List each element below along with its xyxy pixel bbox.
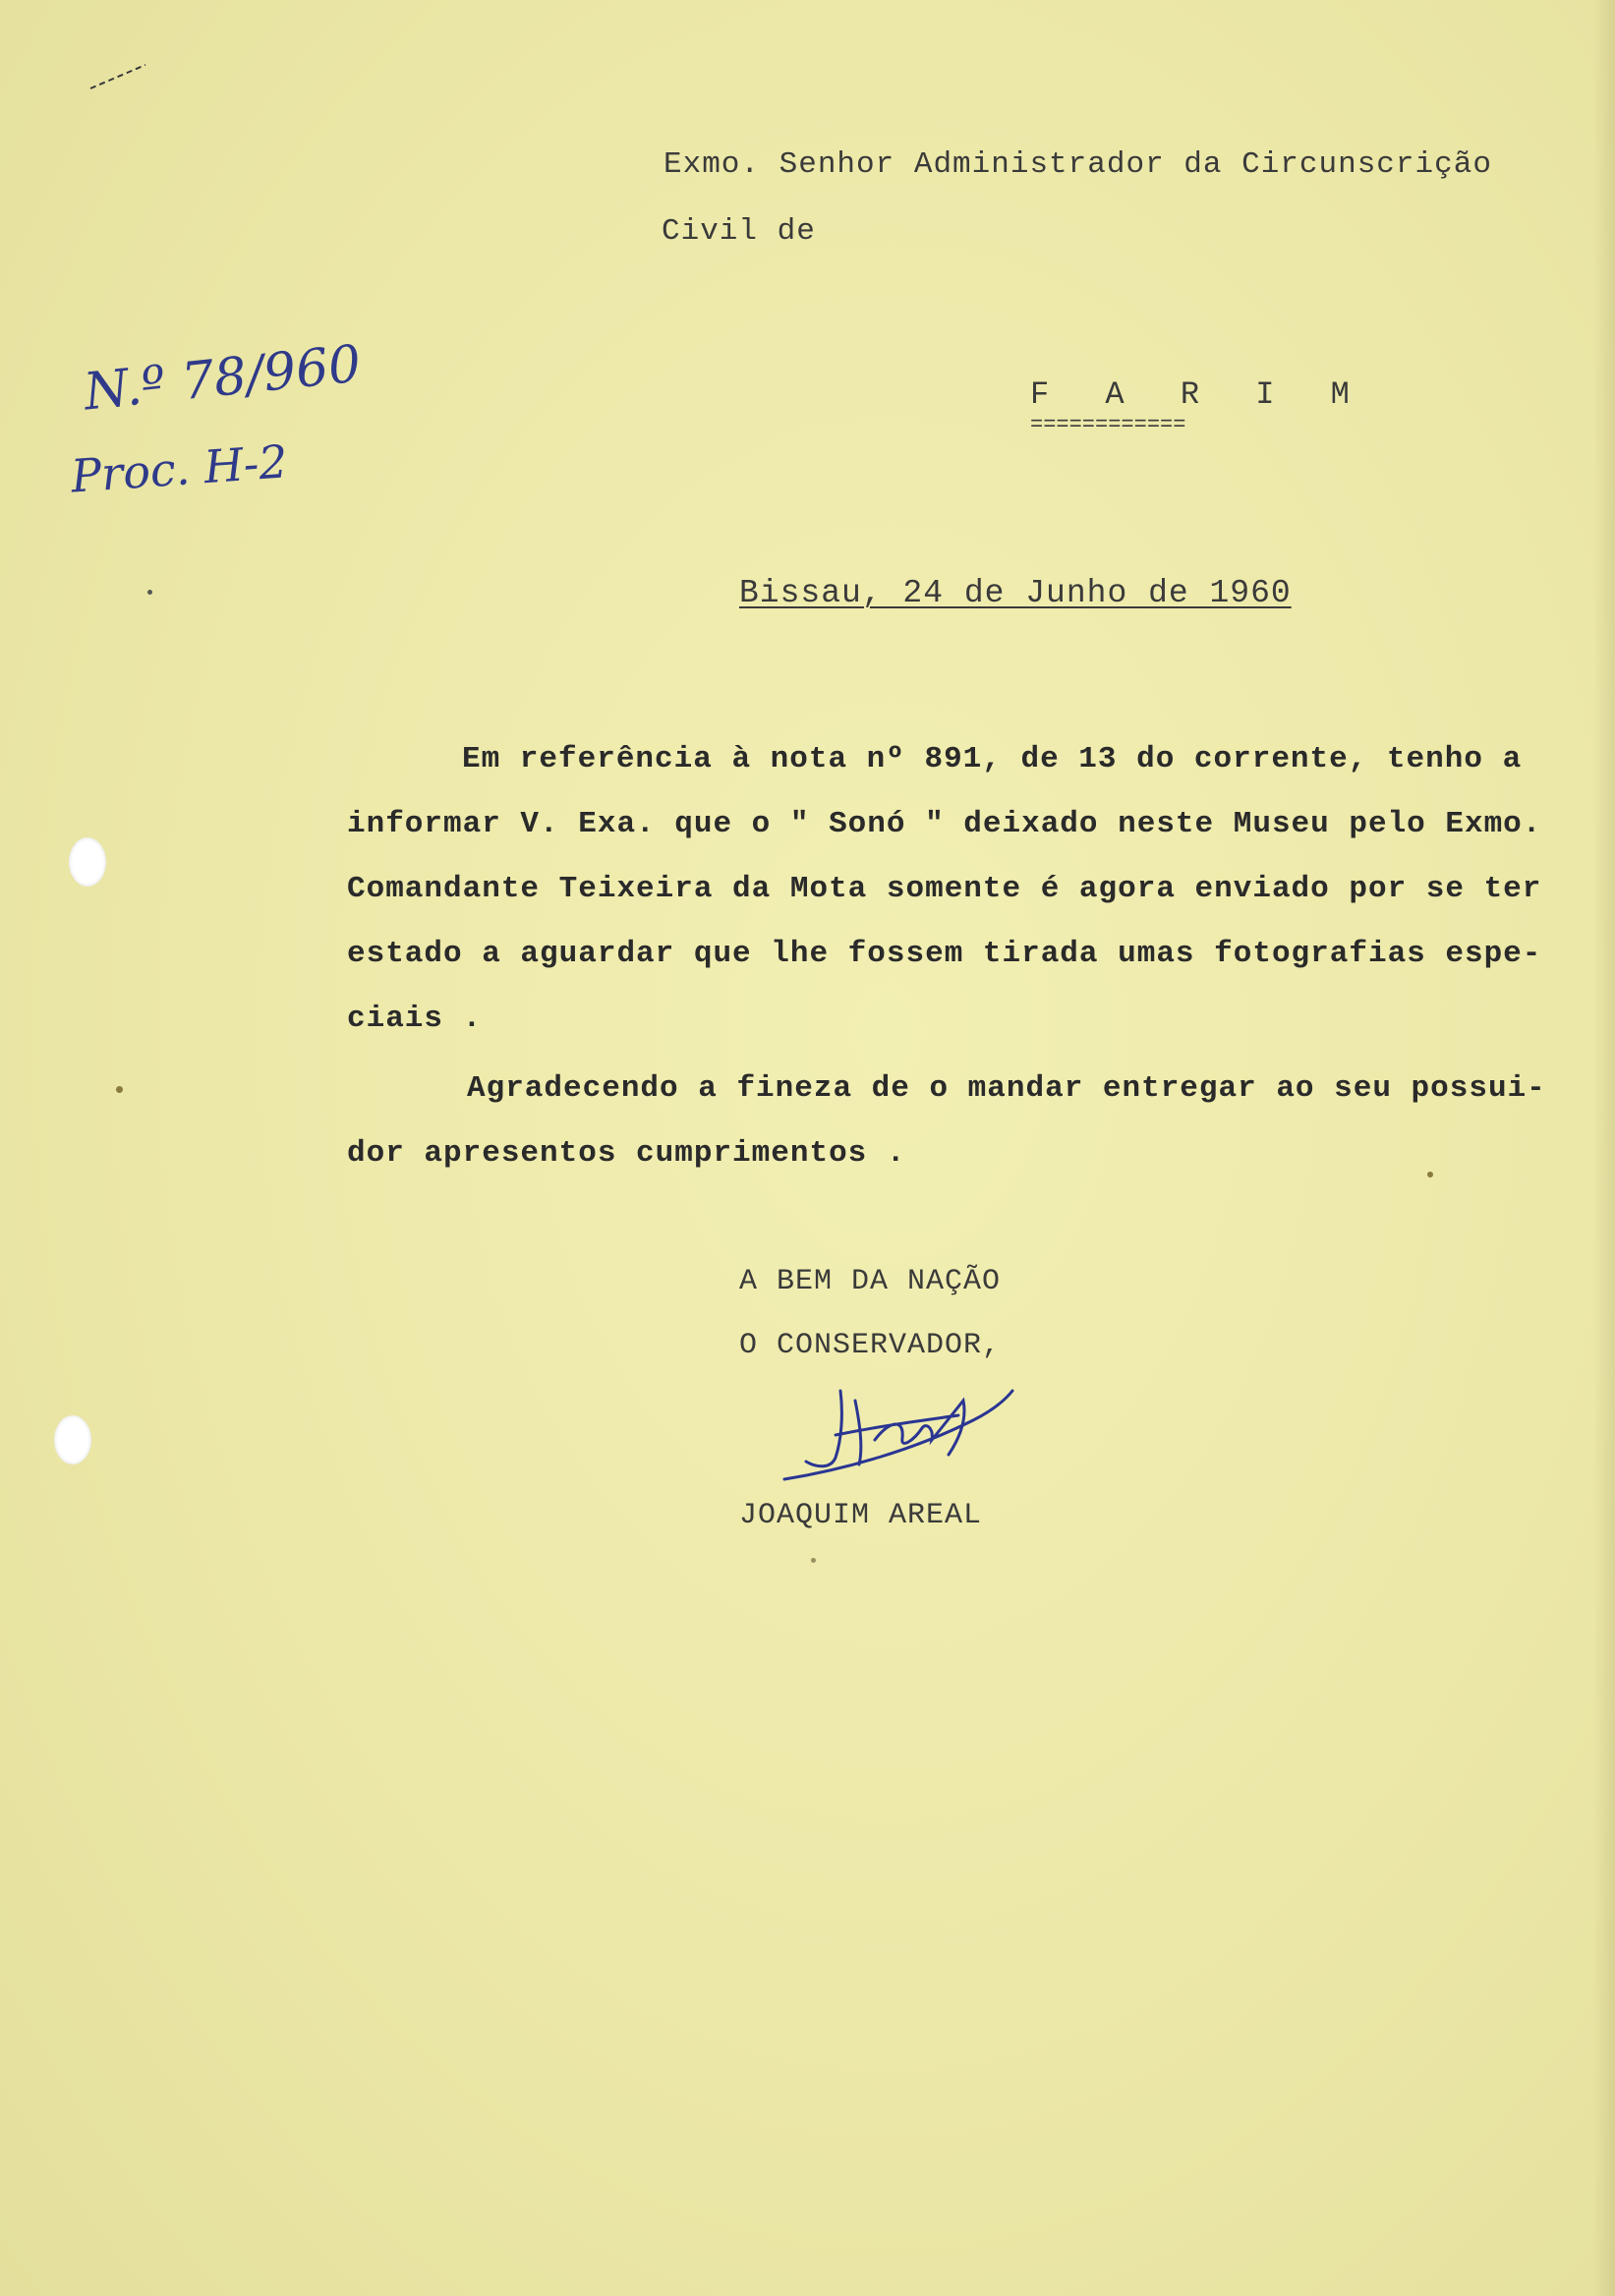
paper-speck	[811, 1558, 816, 1563]
pencil-mark	[87, 57, 155, 96]
body-line-7: dor apresentos cumprimentos .	[347, 1136, 906, 1171]
closing-salutation: A BEM DA NAÇÃO	[739, 1265, 1002, 1298]
destination-rule: ============	[1030, 413, 1186, 437]
date-line: Bissau, 24 de Junho de 1960	[739, 575, 1292, 611]
destination-place: F A R I M	[1030, 376, 1368, 413]
signature	[777, 1371, 1022, 1489]
paper-speck	[147, 590, 152, 595]
punch-hole-bottom	[54, 1415, 91, 1464]
addressee-line-2: Civil de	[662, 214, 816, 249]
body-line-5: ciais .	[347, 1002, 483, 1036]
body-line-3: Comandante Teixeira da Mota somente é agora enviado por se ter	[347, 872, 1542, 906]
body-line-4: estado a aguardar que lhe fossem tirada umas fotografias espe-	[347, 937, 1542, 971]
body-line-6: Agradecendo a fineza de o mandar entregar ao seu possui-	[467, 1071, 1546, 1106]
body-line-1: Em referência à nota nº 891, de 13 do corrente, tenho a	[462, 742, 1523, 776]
page-edge-shadow	[1593, 0, 1615, 2296]
handwritten-reference-number: N.º 78/960	[81, 334, 364, 423]
paper-speck	[1427, 1172, 1433, 1177]
signatory-name: JOAQUIM AREAL	[739, 1499, 983, 1532]
addressee-line-1: Exmo. Senhor Administrador da Circunscrição	[663, 147, 1492, 182]
handwritten-process-number: Proc. H-2	[69, 434, 290, 503]
paper-speck	[116, 1086, 123, 1093]
punch-hole-top	[69, 837, 106, 887]
body-line-2: informar V. Exa. que o " Sonó " deixado neste Museu pelo Exmo.	[347, 807, 1542, 841]
closing-title: O CONSERVADOR,	[739, 1329, 1002, 1362]
